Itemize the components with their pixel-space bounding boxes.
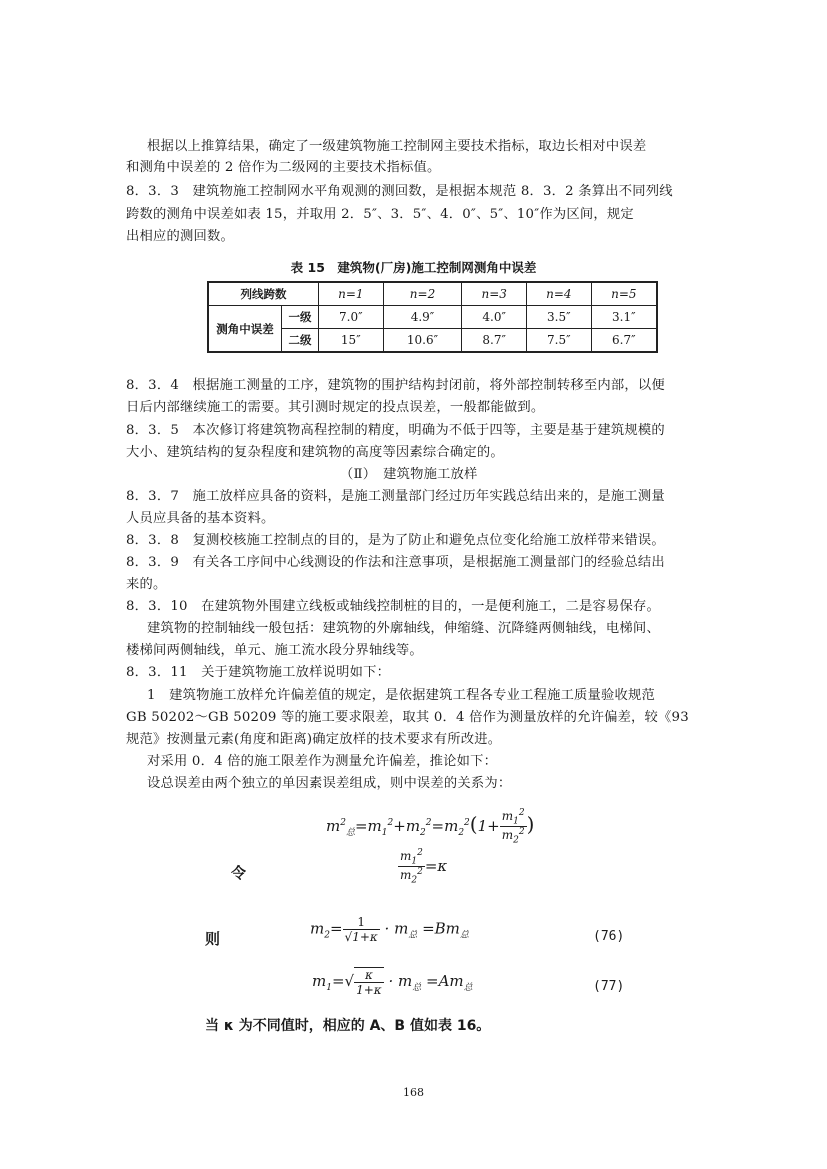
- clause-8-3-3: 8．3．3 建筑物施工控制网水平角观测的测回数，是根据本规范 8．3．2 条算出不同列线: [126, 184, 673, 199]
- subscript-zong: 总: [412, 983, 422, 993]
- table-header-cell: n=4: [527, 282, 592, 306]
- paragraph-line: 楼梯间两侧轴线，单元、施工流水段分界轴线等。: [126, 643, 423, 658]
- b-term: Bm: [434, 919, 460, 938]
- paragraph-line: 规范》按测量元素(角度和距离)确定放样的技术要求有所改进。: [126, 732, 502, 747]
- paragraph-line: 大小、建筑结构的复杂程度和建筑物的高度等因素综合确定的。: [126, 445, 504, 460]
- table-header-cell: n=5: [591, 282, 657, 306]
- equation-total-error: $m^2_总=m_1^2+m_2^2=m_2^2(1+$ $\frac{m_1^2}{m_2^2}$ ): [326, 808, 535, 846]
- paragraph-line: 跨数的测角中误差如表 15，并取用 2．5″、3．5″、4．0″、5″、10″作为区间，规定: [126, 207, 634, 222]
- page-number: 168: [403, 1086, 424, 1099]
- subscript-zong: 总: [459, 930, 469, 941]
- subscript-zong: 总: [408, 930, 418, 941]
- closing-sentence: 当 κ 为不同值时，相应的 A、B 值如表 16。: [205, 1018, 491, 1034]
- table-15-caption: 表 15 建筑物(厂房)施工控制网测角中误差: [290, 260, 537, 275]
- a-term: Am: [438, 972, 464, 990]
- paragraph-line: 对采用 0．4 倍的施工限差作为测量允许偏差，推论如下：: [147, 754, 498, 769]
- table-cell: 4.0″: [462, 306, 527, 329]
- paragraph-line: 根据以上推算结果，确定了一级建筑物施工控制网主要技术指标，取边长相对中误差: [147, 139, 647, 154]
- paragraph-line: 日后内部继续施工的需要。其引测时规定的投点误差，一般都能做到。: [126, 400, 545, 415]
- clause-8-3-7: 8．3．7 施工放样应具备的资料，是施工测量部门经过历年实践总结出来的，是施工测量: [126, 489, 665, 504]
- section-heading: （Ⅱ） 建筑物施工放样: [340, 467, 478, 482]
- table-row: [208, 306, 657, 329]
- equation-number-76: (76): [593, 929, 625, 944]
- clause-8-3-10: 8．3．10 在建筑物外围建立线板或轴线控制桩的目的，一是便利施工，二是容易保存。: [126, 599, 661, 614]
- paragraph-line: GB 50202～GB 50209 等的施工要求限差，取其 0．4 倍作为测量放样的允许偏差，较《93: [126, 710, 689, 725]
- clause-8-3-5: 8．3．5 本次修订将建筑物高程控制的精度，明确为不低于四等，主要是基于建筑规模的: [126, 423, 665, 438]
- paragraph-line: 建筑物的控制轴线一般包括：建筑物的外廓轴线，伸缩缝、沉降缝两侧轴线，电梯间、: [147, 621, 660, 636]
- table-cell: 6.7″: [591, 329, 657, 353]
- table-header-cell: n=1: [319, 282, 384, 306]
- ling-label: 令: [231, 864, 247, 882]
- table-row-label: 一级: [282, 306, 319, 329]
- table-header-row: [208, 282, 657, 306]
- paragraph-line: 出相应的测回数。: [126, 229, 234, 244]
- paragraph-line: 人员应具备的基本资料。: [126, 511, 275, 526]
- paragraph-line: 来的。: [126, 577, 167, 592]
- subscript-zong: 总: [345, 827, 355, 838]
- table-group-label: 测角中误差: [208, 306, 282, 353]
- table-header-cell: n=3: [462, 282, 527, 306]
- paragraph-line: 和测角中误差的 2 倍作为二级网的主要技术指标值。: [126, 160, 441, 175]
- table-cell: 7.0″: [319, 306, 384, 329]
- table-cell: 10.6″: [383, 329, 462, 353]
- table-header-cell: n=2: [383, 282, 462, 306]
- paragraph-line: 设总误差由两个独立的单因素误差组成，则中误差的关系为：: [147, 776, 512, 791]
- table-row-label: 二级: [282, 329, 319, 353]
- table-cell: 15″: [319, 329, 384, 353]
- equation-76: $m_2=$ $\frac{1}{√1+\kappa}$ · $m_总 =Bm_总$: [310, 915, 469, 944]
- equation-kappa-def: $\frac{m_1^2}{m_2^2}$ =κ: [400, 848, 448, 886]
- table-cell: 4.9″: [383, 306, 462, 329]
- ze-label: 则: [205, 930, 221, 948]
- clause-8-3-11: 8．3．11 关于建筑物施工放样说明如下：: [126, 665, 391, 680]
- table-cell: 7.5″: [527, 329, 592, 353]
- clause-8-3-8: 8．3．8 复测校核施工控制点的目的，是为了防止和避免点位变化给施工放样带来错误。: [126, 533, 665, 548]
- clause-8-3-4: 8．3．4 根据施工测量的工序，建筑物的围护结构封闭前，将外部控制转移至内部，以便: [126, 378, 665, 393]
- subscript-zong: 总: [463, 983, 473, 993]
- table-cell: 8.7″: [462, 329, 527, 353]
- equation-77: $m_1=√$ $\frac{\kappa}{1+\kappa}$ · $m_总 =Am_总$: [312, 968, 473, 997]
- table-header-cell: 列线跨数: [208, 282, 319, 306]
- table-15: [207, 281, 658, 353]
- clause-8-3-9: 8．3．9 有关各工序间中心线测设的作法和注意事项，是根据施工测量部门的经验总结出: [126, 555, 665, 570]
- table-cell: 3.5″: [527, 306, 592, 329]
- paragraph-line: 1 建筑物施工放样允许偏差值的规定，是依据建筑工程各专业工程施工质量验收规范: [147, 688, 656, 703]
- equation-number-77: (77): [593, 979, 625, 994]
- table-cell: 3.1″: [591, 306, 657, 329]
